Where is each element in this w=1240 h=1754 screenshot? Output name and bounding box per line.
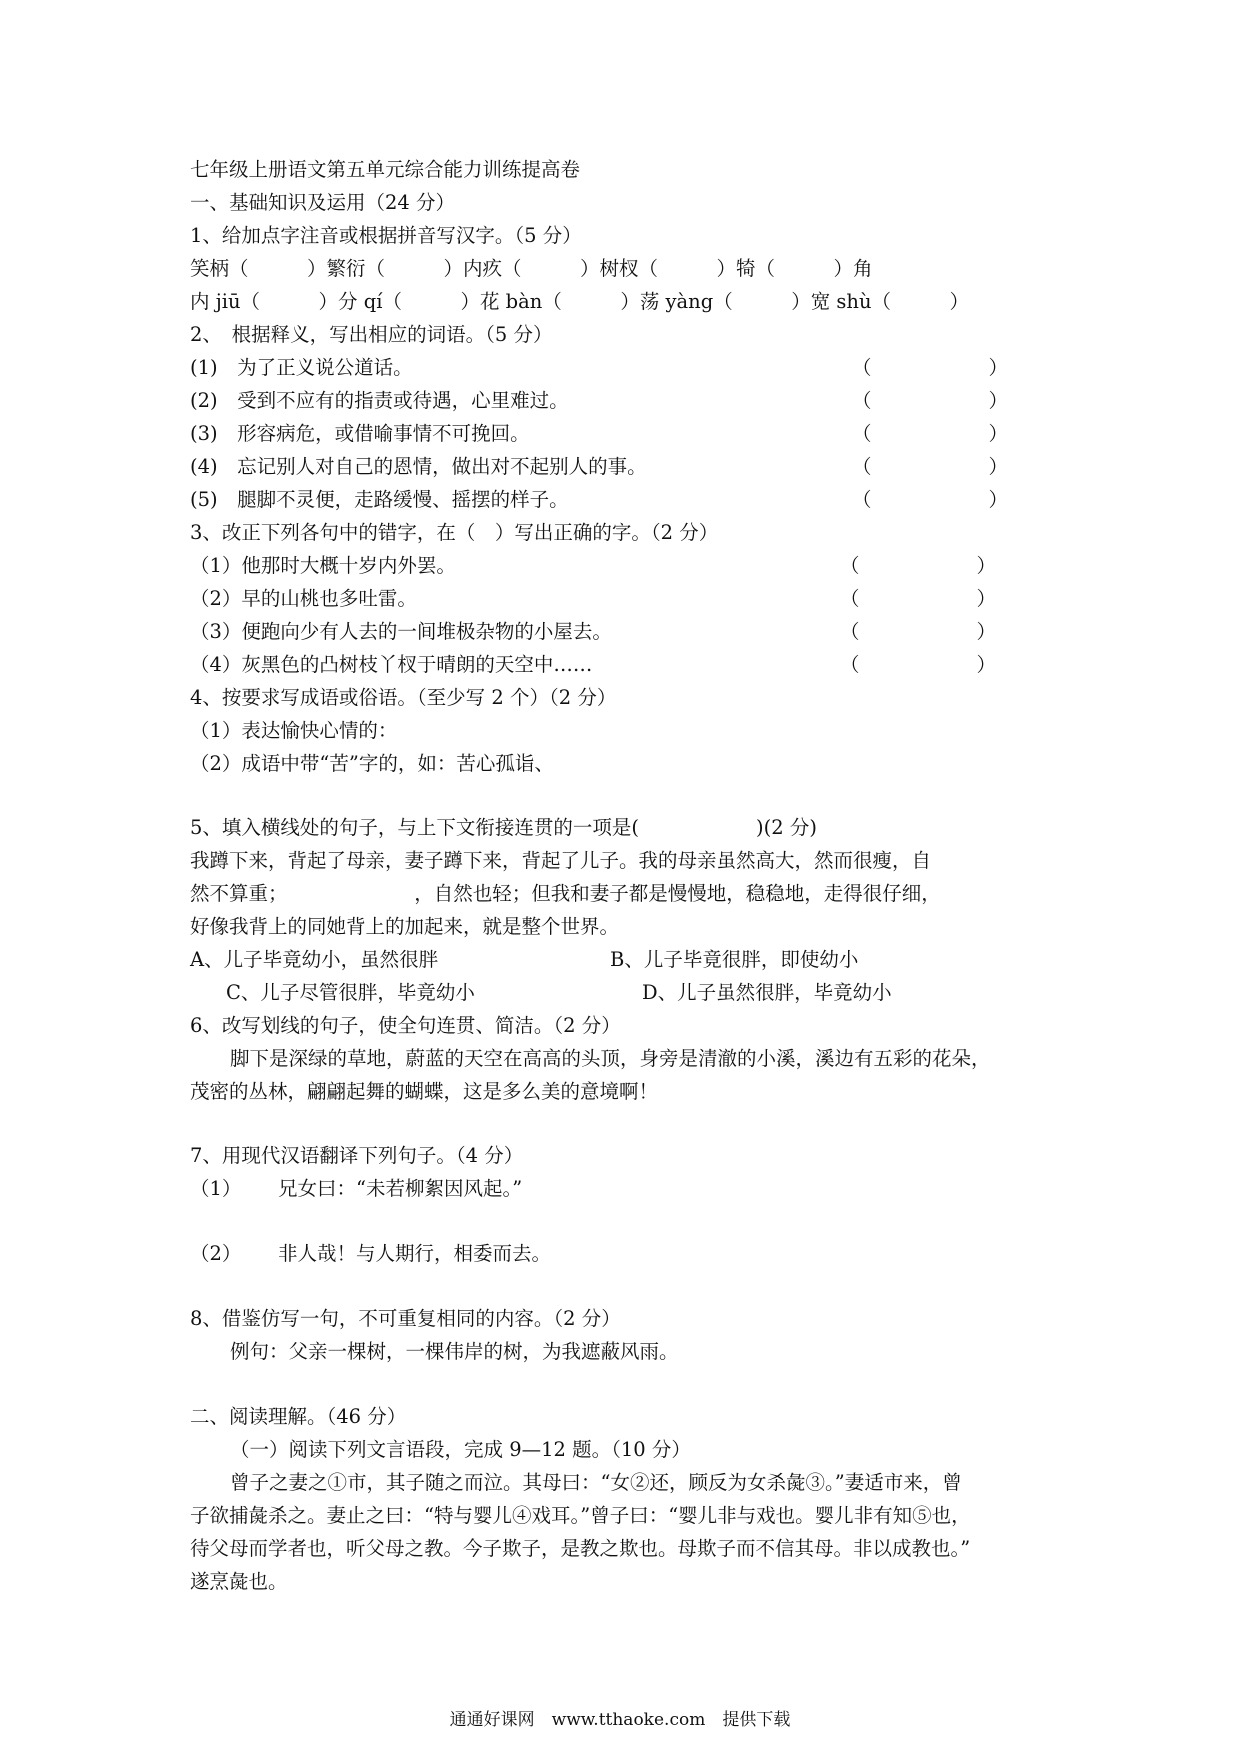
q3-answer-blank-4: （ ） xyxy=(840,653,997,676)
q7-item-2-number: （2） xyxy=(190,1242,242,1265)
q2-answer-blank-3: （ ） xyxy=(852,422,1009,445)
section-2-heading: 二、阅读理解。（46 分） xyxy=(190,1405,407,1428)
q2-item-1: (1) 为了正义说公道话。 xyxy=(190,356,413,379)
q3-answer-blank-2: （ ） xyxy=(840,587,997,610)
q2-item-2: (2) 受到不应有的指责或待遇，心里难过。 xyxy=(190,389,569,412)
q1-row-2: 内 jiū（ ）分 qí（ ）花 bàn（ ）荡 yàng（ ）宽 shù（ ） xyxy=(190,290,970,313)
q4-item-2: （2）成语中带“苦”字的，如：苦心孤诣、 xyxy=(190,752,554,775)
classical-passage-line-3: 待父母而学者也，听父母之教。今子欺子，是教之欺也。母欺子而不信其母。非以成教也。” xyxy=(190,1537,971,1560)
q3-answer-blank-1: （ ） xyxy=(840,554,997,577)
q3-item-2: （2）早的山桃也多吐雷。 xyxy=(190,587,417,610)
q2-answer-blank-4: （ ） xyxy=(852,455,1009,478)
q2-answer-blank-5: （ ） xyxy=(852,488,1009,511)
q1-row-1: 笑柄（ ）繁衍（ ）内疚（ ）树杈（ ）犄（ ）角 xyxy=(190,257,873,280)
q3-stem: 3、改正下列各句中的错字，在（ ）写出正确的字。（2 分） xyxy=(190,521,719,544)
q4-stem: 4、按要求写成语或俗语。（至少写 2 个）（2 分） xyxy=(190,686,617,709)
section-2-subheading: （一）阅读下列文言语段，完成 9—12 题。（10 分） xyxy=(230,1438,691,1461)
classical-passage-line-4: 遂烹彘也。 xyxy=(190,1570,288,1593)
q7-item-1-text: 兄女曰：“未若柳絮因风起。” xyxy=(278,1177,523,1200)
q7-stem: 7、用现代汉语翻译下列句子。（4 分） xyxy=(190,1144,524,1167)
q3-item-4: （4）灰黑色的凸树枝丫杈于晴朗的天空中…… xyxy=(190,653,593,676)
q3-answer-blank-3: （ ） xyxy=(840,620,997,643)
q2-item-5: (5) 腿脚不灵便，走路缓慢、摇摆的样子。 xyxy=(190,488,569,511)
q5-passage-line-2: 然不算重； ，自然也轻；但我和妻子都是慢慢地，稳稳地，走得很仔细， xyxy=(190,882,941,905)
q5-option-a: A、儿子毕竟幼小，虽然很胖 xyxy=(190,948,439,971)
q5-passage-line-1: 我蹲下来，背起了母亲，妻子蹲下来，背起了儿子。我的母亲虽然高大，然而很瘦，自 xyxy=(190,849,932,872)
q8-example: 例句：父亲一棵树，一棵伟岸的树，为我遮蔽风雨。 xyxy=(230,1340,679,1363)
q2-answer-blank-2: （ ） xyxy=(852,389,1009,412)
q7-item-1-number: （1） xyxy=(190,1177,242,1200)
classical-passage-line-1: 曾子之妻之①市，其子随之而泣。其母曰：“女②还，顾反为女杀彘③。”妻适市来，曾 xyxy=(230,1471,962,1494)
q5-stem: 5、填入横线处的句子，与上下文衔接连贯的一项是( )(2 分) xyxy=(190,816,817,839)
q3-item-3: （3）便跑向少有人去的一间堆极杂物的小屋去。 xyxy=(190,620,612,643)
classical-passage-line-2: 子欲捕彘杀之。妻止之曰：“特与婴儿④戏耳。”曾子曰：“婴儿非与戏也。婴儿非有知⑤也， xyxy=(190,1504,971,1527)
q5-option-b: B、儿子毕竟很胖，即使幼小 xyxy=(610,948,859,971)
q2-item-4: (4) 忘记别人对自己的恩情，做出对不起别人的事。 xyxy=(190,455,647,478)
q5-option-d: D、儿子虽然很胖，毕竟幼小 xyxy=(642,981,892,1004)
q6-passage-line-1: 脚下是深绿的草地，蔚蓝的天空在高高的头顶，身旁是清澈的小溪，溪边有五彩的花朵， xyxy=(230,1047,991,1070)
q2-item-3: (3) 形容病危，或借喻事情不可挽回。 xyxy=(190,422,530,445)
q1-stem: 1、给加点字注音或根据拼音写汉字。（5 分） xyxy=(190,224,582,247)
q8-stem: 8、借鉴仿写一句，不可重复相同的内容。（2 分） xyxy=(190,1307,621,1330)
q5-option-c: C、儿子尽管很胖，毕竟幼小 xyxy=(226,981,475,1004)
page-title: 七年级上册语文第五单元综合能力训练提高卷 xyxy=(190,158,581,181)
section-1-heading: 一、基础知识及运用（24 分） xyxy=(190,191,456,214)
q2-stem: 2、 根据释义，写出相应的词语。（5 分） xyxy=(190,323,553,346)
q6-passage-line-2: 茂密的丛林，翩翩起舞的蝴蝶，这是多么美的意境啊！ xyxy=(190,1080,659,1103)
page-footer: 通通好课网 www.tthaoke.com 提供下载 xyxy=(449,1710,791,1730)
q3-item-1: （1）他那时大概十岁内外罢。 xyxy=(190,554,456,577)
q4-item-1: （1）表达愉快心情的： xyxy=(190,719,398,742)
q6-stem: 6、改写划线的句子，使全句连贯、简洁。（2 分） xyxy=(190,1014,621,1037)
q5-passage-line-3: 好像我背上的同她背上的加起来，就是整个世界。 xyxy=(190,915,620,938)
q2-answer-blank-1: （ ） xyxy=(852,356,1009,379)
q7-item-2-text: 非人哉！与人期行，相委而去。 xyxy=(278,1242,552,1265)
